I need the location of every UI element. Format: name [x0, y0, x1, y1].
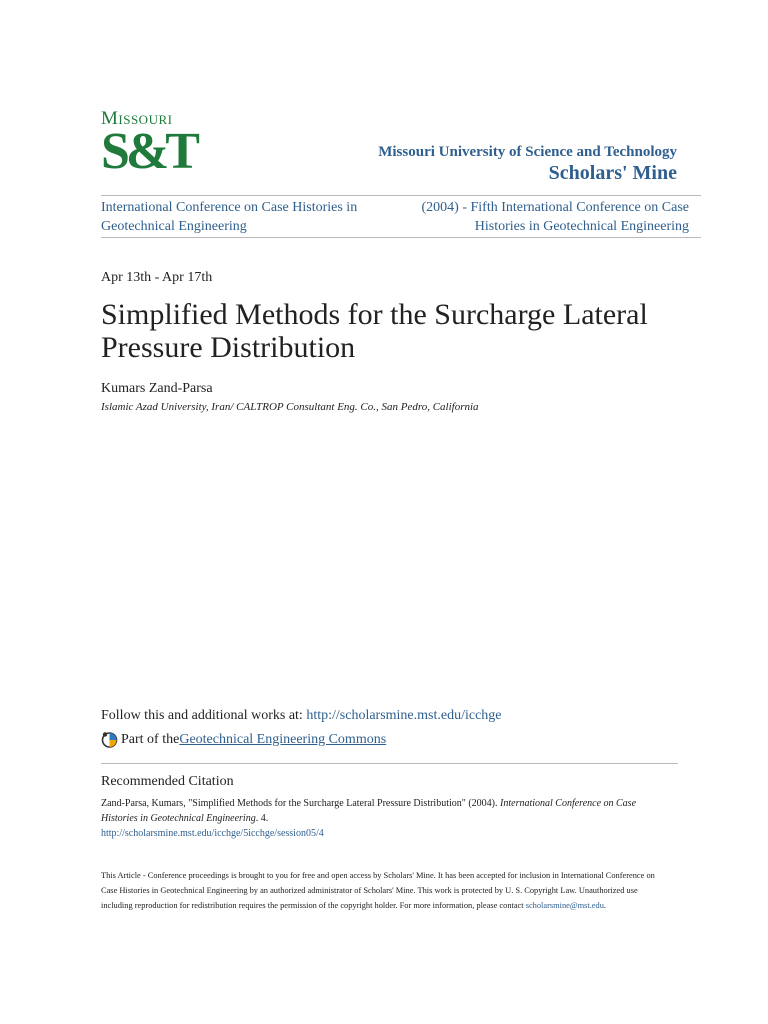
creative-commons-icon — [101, 731, 118, 748]
missouri-st-logo[interactable] — [101, 108, 196, 183]
divider-citation — [101, 763, 678, 764]
commons-link[interactable]: Geotechnical Engineering Commons — [179, 731, 387, 747]
citation-text: Zand-Parsa, Kumars, "Simplified Methods for the Surcharge Lateral Pressure Distribution" (2004). — [101, 798, 501, 809]
follow-line — [101, 708, 502, 724]
notice-text: This Article - Conference proceedings is brought to you for free and open access by Scholars' Mine. It has been accepted for inclusion in International Conference on Case Histories in Geotechnical Engineering by an authorized administrator of Scholars' Mine. This work is protected by U. S. Copyright Law. Unauthorized use including reproduction for redistribution requires the permission of the copyright holder. For more information, please contact — [101, 871, 655, 910]
follow-url-link[interactable]: http://scholarsmine.mst.edu/icchge — [306, 708, 502, 723]
divider-collections — [101, 237, 701, 238]
citation-journal: International Conference on Case Histories in Geotechnical Engineering — [101, 798, 637, 824]
repository-name[interactable]: Scholars' Mine — [548, 162, 677, 184]
logo-st-text: S&T — [101, 123, 196, 180]
citation-url-link[interactable]: http://scholarsmine.mst.edu/icchge/5icchge/session05/4 — [101, 828, 324, 839]
part-of-prefix: Part of the — [121, 731, 180, 747]
collection-link-conference[interactable]: International Conference on Case Histories in Geotechnical Engineering — [101, 200, 358, 234]
collection-link-fifth-conference[interactable]: (2004) - Fifth International Conference on Case Histories in Geotechnical Engineering — [421, 200, 689, 234]
access-notice — [101, 868, 671, 913]
paper-title: Simplified Methods for the Surcharge Lateral Pressure Distribution — [101, 298, 648, 364]
repository-header — [378, 144, 677, 185]
citation-block — [101, 796, 661, 841]
divider-top — [101, 195, 701, 196]
event-date: Apr 13th - Apr 17th — [101, 270, 213, 285]
university-name[interactable]: Missouri University of Science and Technology — [378, 144, 677, 160]
part-of-line — [101, 731, 386, 748]
citation-heading: Recommended Citation — [101, 774, 234, 789]
notice-end: . — [603, 901, 606, 910]
citation-suffix: . 4. — [255, 813, 269, 824]
author-affiliation: Islamic Azad University, Iran/ CALTROP Consultant Eng. Co., San Pedro, California — [101, 401, 479, 413]
logo-missouri-text: Missouri — [101, 108, 173, 129]
follow-prefix: Follow this and additional works at: — [101, 708, 307, 723]
contact-email-link[interactable]: scholarsmine@mst.edu — [525, 901, 604, 910]
paper-author: Kumars Zand-Parsa — [101, 381, 213, 396]
